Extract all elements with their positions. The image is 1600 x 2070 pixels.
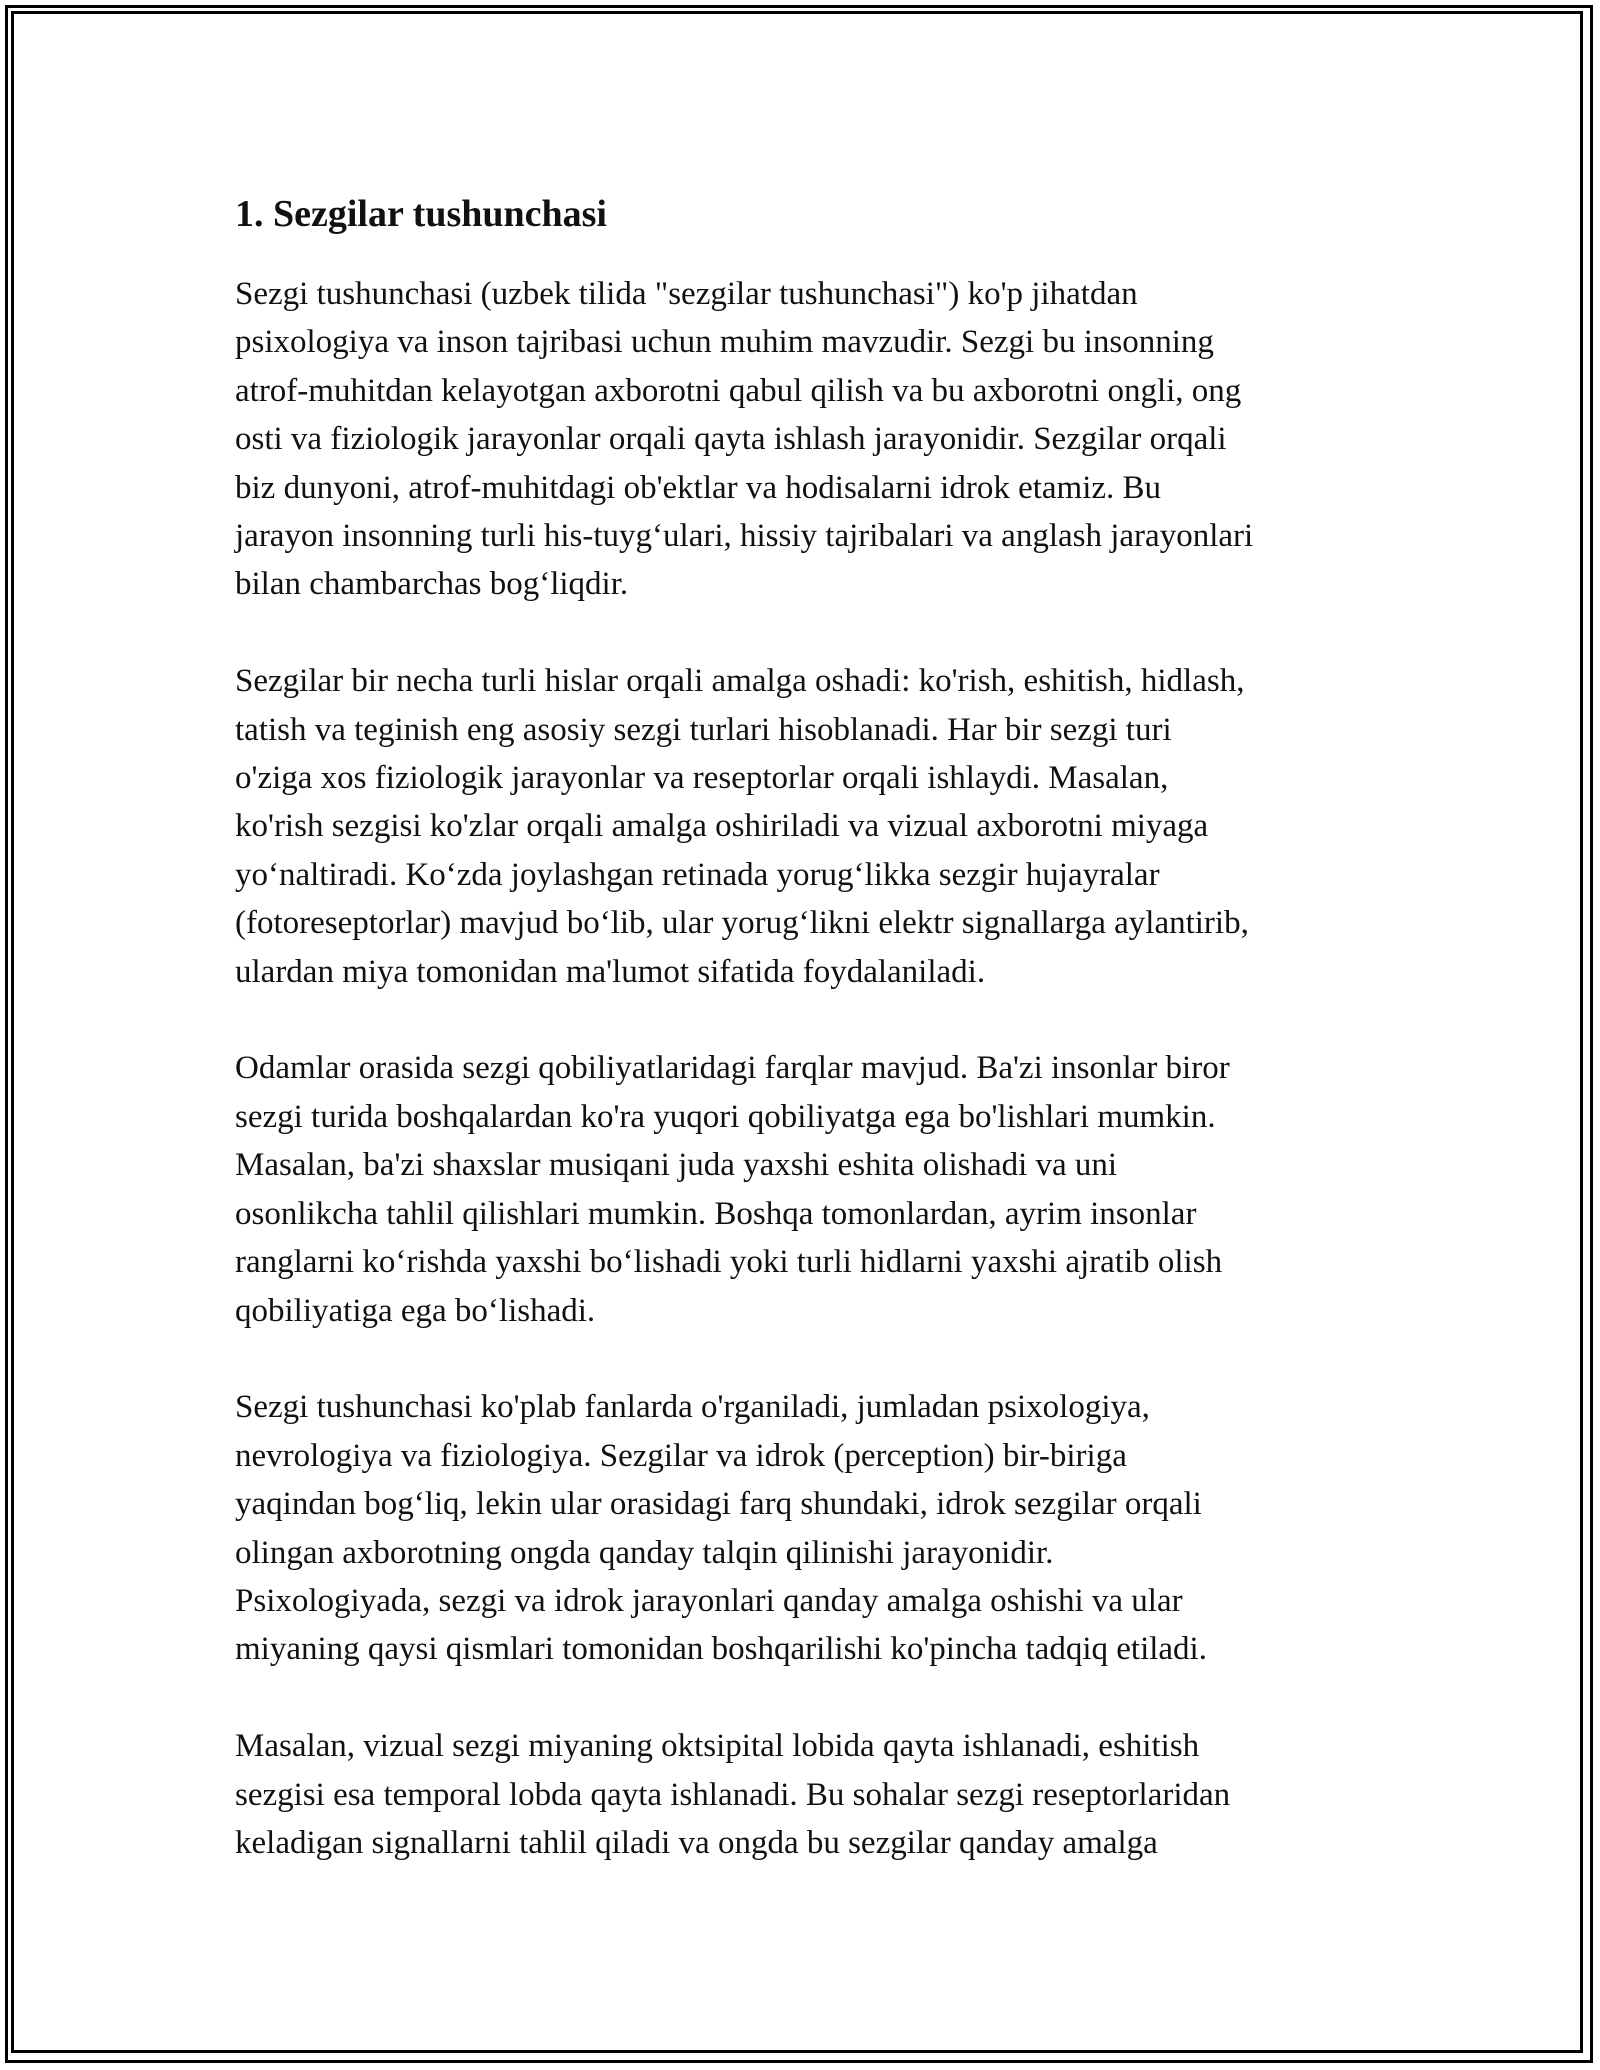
section-heading: 1. Sezgilar tushunchasi xyxy=(235,193,607,235)
paragraph-1: Sezgi tushunchasi (uzbek tilida "sezgilar tushunchasi") ko'p jihatdan psixologiya va inson tajribasi uchun muhim mavzudir. Sezgi bu insonning atrof-muhitdan kelayotgan axborotni qabul qilish va bu axborotni ongli, ong osti va fiziologik jarayonlar orqali qayta ishlash jarayonidir. Sezgilar orqali biz dunyoni, atrof-muhitdagi ob'ektlar va hodisalarni idrok etamiz. Bu jarayon insonning turli his-tuyg‘ulari, hissiy tajribalari va anglash jarayonlari bilan chambarchas bog‘liqdir. xyxy=(235,276,1254,603)
paragraph-3: Odamlar orasida sezgi qobiliyatlaridagi farqlar mavjud. Ba'zi insonlar biror sezgi turida boshqalardan ko'ra yuqori qobiliyatga ega bo'lishlari mumkin. Masalan, ba'zi shaxslar musiqani juda yaxshi eshita olishadi va uni osonlikcha tahlil qilishlari mumkin. Boshqa tomonlardan, ayrim insonlar ranglarni ko‘rishda yaxshi bo‘lishadi yoki turli hidlarni yaxshi ajratib olish qobiliyatiga ega bo‘lishadi. xyxy=(235,1050,1230,1329)
paragraph-2: Sezgilar bir necha turli hislar orqali amalga oshadi: ko'rish, eshitish, hidlash, tatish va teginish eng asosiy sezgi turlari hisoblanadi. Har bir sezgi turi o'ziga xos fiziologik jarayonlar va reseptorlar orqali ishlaydi. Masalan, ko'rish sezgisi ko'zlar orqali amalga oshiriladi va vizual axborotni miyaga yo‘naltiradi. Ko‘zda joylashgan retinada yorug‘likka sezgir hujayralar (fotoreseptorlar) mavjud bo‘lib, ular yorug‘likni elektr signallarga aylantirib, ulardan miya tomonidan ma'lumot sifatida foydalaniladi. xyxy=(235,663,1249,990)
document-body xyxy=(235,190,1375,1916)
paragraph-5: Masalan, vizual sezgi miyaning oktsipital lobida qayta ishlanadi, eshitish sezgisi esa temporal lobda qayta ishlanadi. Bu sohalar sezgi reseptorlaridan keladigan signallarni tahlil qiladi va ongda bu sezgilar qanday amalga xyxy=(235,1728,1231,1861)
paragraph-4: Sezgi tushunchasi ko'plab fanlarda o'rganiladi, jumladan psixologiya, nevrologiya va fiziologiya. Sezgilar va idrok (perception) bir-biriga yaqindan bog‘liq, lekin ular orasidagi farq shundaki, idrok sezgilar orqali olingan axborotning ongda qanday talqin qilinishi jarayonidir. Psixologiyada, sezgi va idrok jarayonlari qanday amalga oshishi va ular miyaning qaysi qismlari tomonidan boshqarilishi ko'pincha tadqiq etiladi. xyxy=(235,1389,1207,1668)
